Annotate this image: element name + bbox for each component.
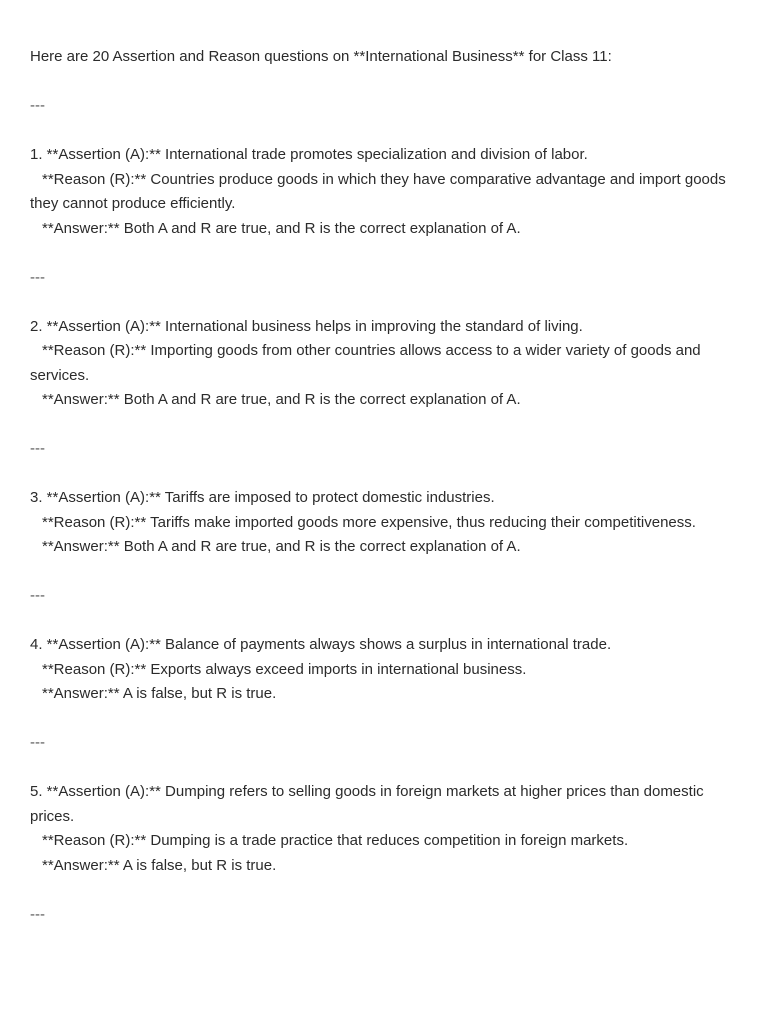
reason-text [30, 511, 742, 536]
separator: --- [30, 97, 45, 114]
reason-text [30, 339, 742, 388]
question-item [30, 315, 742, 413]
document-body [30, 45, 742, 952]
reason-text [30, 829, 742, 854]
answer-text: **Answer:** Both A and R are true, and R is the correct explanation of A. [42, 219, 521, 237]
assertion-text: 1. **Assertion (A):** International trade promotes specialization and division of labor. [30, 146, 588, 163]
question-item [30, 143, 742, 241]
assertion-text: 5. **Assertion (A):** Dumping refers to selling goods in foreign markets at higher prices than domestic prices. [30, 783, 708, 825]
question-item [30, 633, 742, 707]
reason-content: **Reason (R):** Countries produce goods in which they have comparative advantage and import goods they cannot produce efficiently. [30, 170, 730, 212]
separator: --- [30, 440, 45, 457]
question-item [30, 486, 742, 560]
reason-text [30, 658, 742, 683]
assertion-text: 4. **Assertion (A):** Balance of payments always shows a surplus in international trade. [30, 636, 612, 653]
reason-content: **Reason (R):** Importing goods from other countries allows access to a wider variety of goods and services. [30, 342, 705, 384]
question-item [30, 780, 742, 878]
separator: --- [30, 905, 45, 923]
answer-text: **Answer:** A is false, but R is true. [42, 685, 277, 702]
reason-content: **Reason (R):** Tariffs make imported goods more expensive, thus reducing their competitiveness. [42, 513, 696, 531]
separator: --- [30, 587, 45, 604]
reason-content: **Reason (R):** Exports always exceed imports in international business. [42, 660, 527, 678]
reason-content: **Reason (R):** Dumping is a trade practice that reduces competition in foreign markets. [42, 832, 629, 849]
answer-text: **Answer:** Both A and R are true, and R is the correct explanation of A. [42, 538, 521, 555]
assertion-text: 3. **Assertion (A):** Tariffs are imposed to protect domestic industries. [30, 489, 495, 506]
intro-text: Here are 20 Assertion and Reason questions on **International Business** for Class 11: [30, 48, 612, 65]
assertion-text: 2. **Assertion (A):** International business helps in improving the standard of living. [30, 317, 583, 335]
answer-text: **Answer:** Both A and R are true, and R is the correct explanation of A. [42, 391, 521, 408]
answer-text: **Answer:** A is false, but R is true. [42, 856, 277, 874]
separator: --- [30, 734, 45, 751]
separator: --- [30, 268, 45, 286]
reason-text [30, 168, 742, 217]
